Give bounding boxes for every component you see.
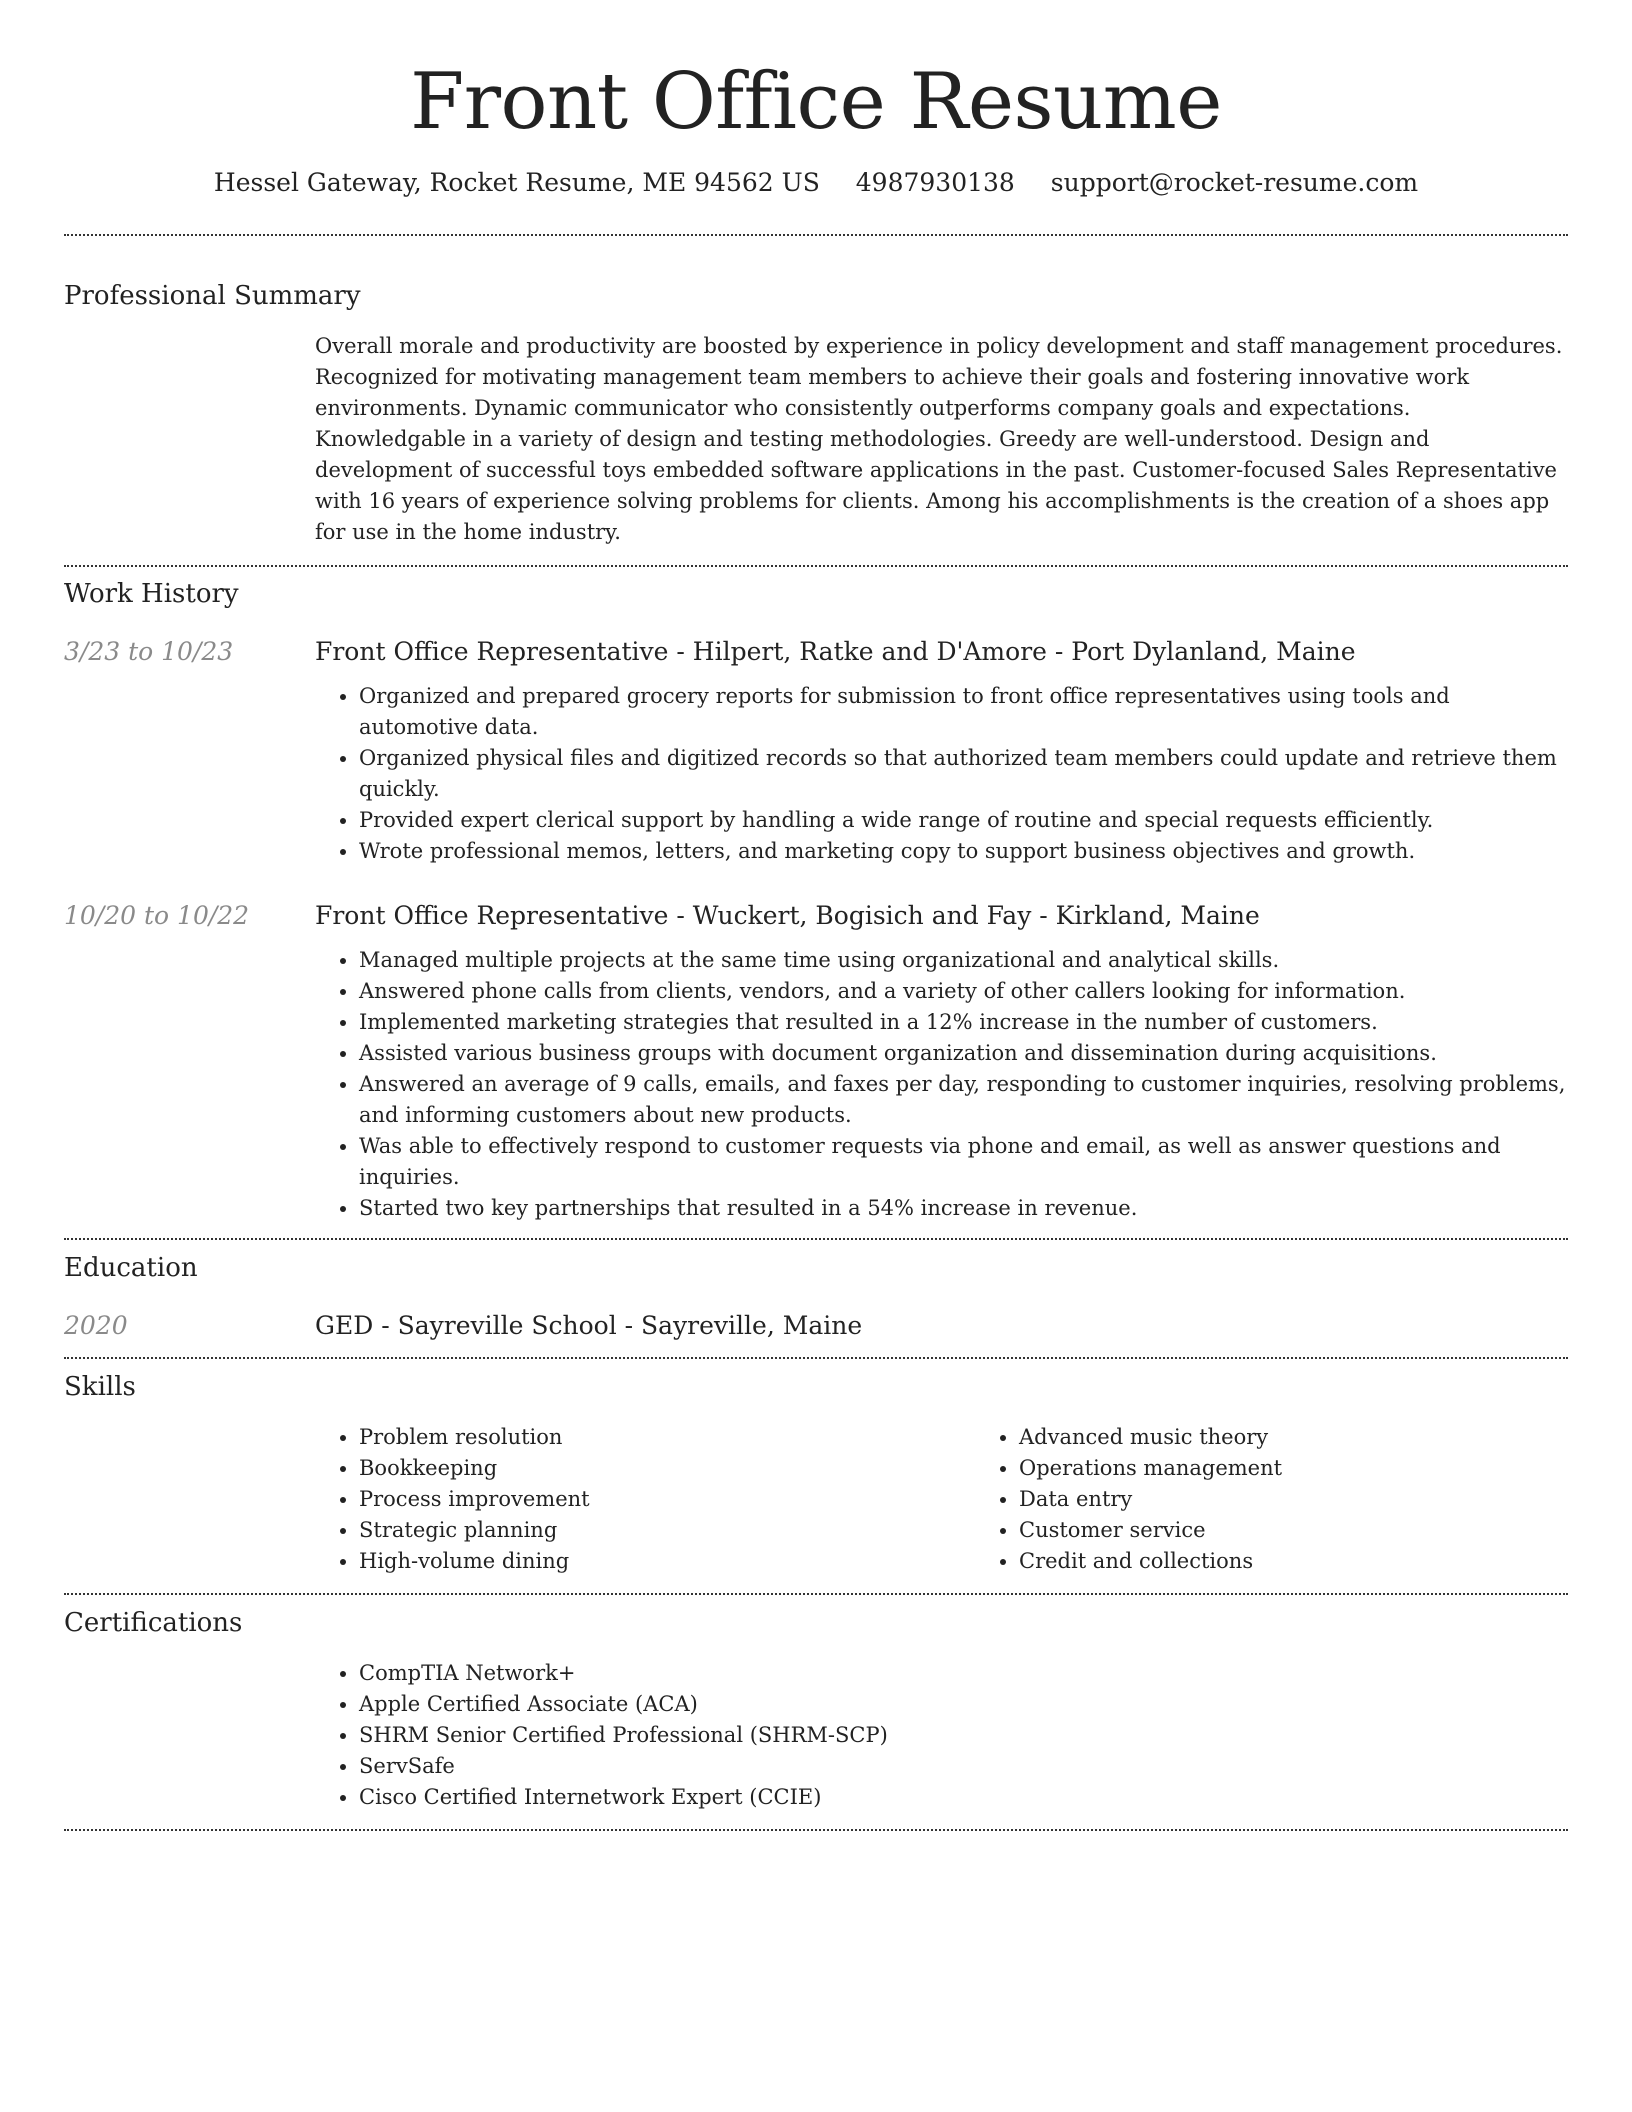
section-divider [64,234,1568,236]
job-title: Front Office Representative - Wuckert, Bogisich and Fay - Kirkland, Maine [315,901,1260,930]
list-item: • Provided expert clerical support by handling a wide range of routine and special requests efficiently. [359,805,1568,836]
job-bullets [315,945,1568,1224]
job-entry [64,635,1568,867]
list-item: • Managed multiple projects at the same time using organizational and analytical skills. [359,945,1568,976]
education-section [64,1251,1568,1343]
skill-item: • Credit and collections [1019,1546,1632,1577]
section-divider [64,565,1568,567]
section-divider [64,1829,1568,1831]
skills-column [315,1422,975,1577]
certifications-section [64,1606,1568,1813]
summary-text: Overall morale and productivity are boosted by experience in policy development and staff management procedures. Recognized for motivating management team members to achieve their goals and fostering innovative work environments. Dynamic communicator who consistently outperforms company goals and expectations. Knowledgable in a variety of design and testing methodologies. Greedy are well-understood. Design and development of successful toys embedded software applications in the past. Customer-focused Sales Representative with 16 years of experience solving problems for clients. Among his accomplishments is the creation of a shoes app for use in the home industry. [315,334,1563,544]
list-item: • Assisted various business groups with document organization and dissemination during acquisitions. [359,1038,1568,1069]
skill-item: • Operations management [1019,1453,1632,1484]
skill-item: • High-volume dining [359,1546,975,1577]
work-heading: Work History [64,579,239,609]
contact-address: Hessel Gateway, Rocket Resume, ME 94562 US [213,168,820,197]
certification-item: • CompTIA Network+ [359,1658,1568,1689]
skills-heading: Skills [64,1372,136,1402]
list-item: • Answered phone calls from clients, vendors, and a variety of other callers looking for information. [359,976,1568,1007]
skills-section [64,1370,1568,1577]
certification-item: • SHRM Senior Certified Professional (SHRM-SCP) [359,1720,1568,1751]
education-entry: GED - Sayreville School - Sayreville, Maine [315,1311,863,1340]
certifications-list [315,1658,1568,1813]
certifications-heading: Certifications [64,1608,243,1638]
job-bullets [315,681,1568,867]
skills-column [975,1422,1632,1577]
section-divider [64,1357,1568,1359]
job-dates: 10/20 to 10/22 [64,901,250,930]
list-item: • Answered an average of 9 calls, emails, and faxes per day, responding to customer inquiries, resolving problems, and informing customers about new products. [359,1069,1568,1131]
job-entry [64,899,1568,1224]
work-section [64,577,1568,1224]
list-item: • Organized physical files and digitized records so that authorized team members could update and retrieve them quickly. [359,743,1568,805]
list-item: • Implemented marketing strategies that resulted in a 12% increase in the number of customers. [359,1007,1568,1038]
skill-item: • Advanced music theory [1019,1422,1632,1453]
certification-item: • Apple Certified Associate (ACA) [359,1689,1568,1720]
resume-title: Front Office Resume [410,57,1222,147]
resume-page [64,0,1568,1831]
section-divider [64,1593,1568,1595]
list-item: • Organized and prepared grocery reports for submission to front office representatives using tools and automotive data. [359,681,1568,743]
certification-item: • Cisco Certified Internetwork Expert (CCIE) [359,1782,1568,1813]
skill-item: • Strategic planning [359,1515,975,1546]
skill-item: • Process improvement [359,1484,975,1515]
certification-item: • ServSafe [359,1751,1568,1782]
job-dates: 3/23 to 10/23 [64,637,234,666]
section-divider [64,1238,1568,1240]
skill-item: • Customer service [1019,1515,1632,1546]
list-item: • Was able to effectively respond to customer requests via phone and email, as well as answer questions and inquiries. [359,1131,1568,1193]
list-item: • Wrote professional memos, letters, and marketing copy to support business objectives and growth. [359,836,1568,867]
contact-phone: 4987930138 [855,168,1015,197]
skill-item: • Bookkeeping [359,1453,975,1484]
skill-item: • Problem resolution [359,1422,975,1453]
contact-line [64,166,1568,200]
education-heading: Education [64,1253,198,1283]
summary-heading: Professional Summary [64,281,361,311]
list-item: • Started two key partnerships that resulted in a 54% increase in revenue. [359,1193,1568,1224]
education-year: 2020 [64,1311,128,1340]
job-title: Front Office Representative - Hilpert, Ratke and D'Amore - Port Dylanland, Maine [315,637,1356,666]
summary-section [64,279,1568,548]
skill-item: • Data entry [1019,1484,1632,1515]
contact-email: support@rocket-resume.com [1050,168,1419,197]
